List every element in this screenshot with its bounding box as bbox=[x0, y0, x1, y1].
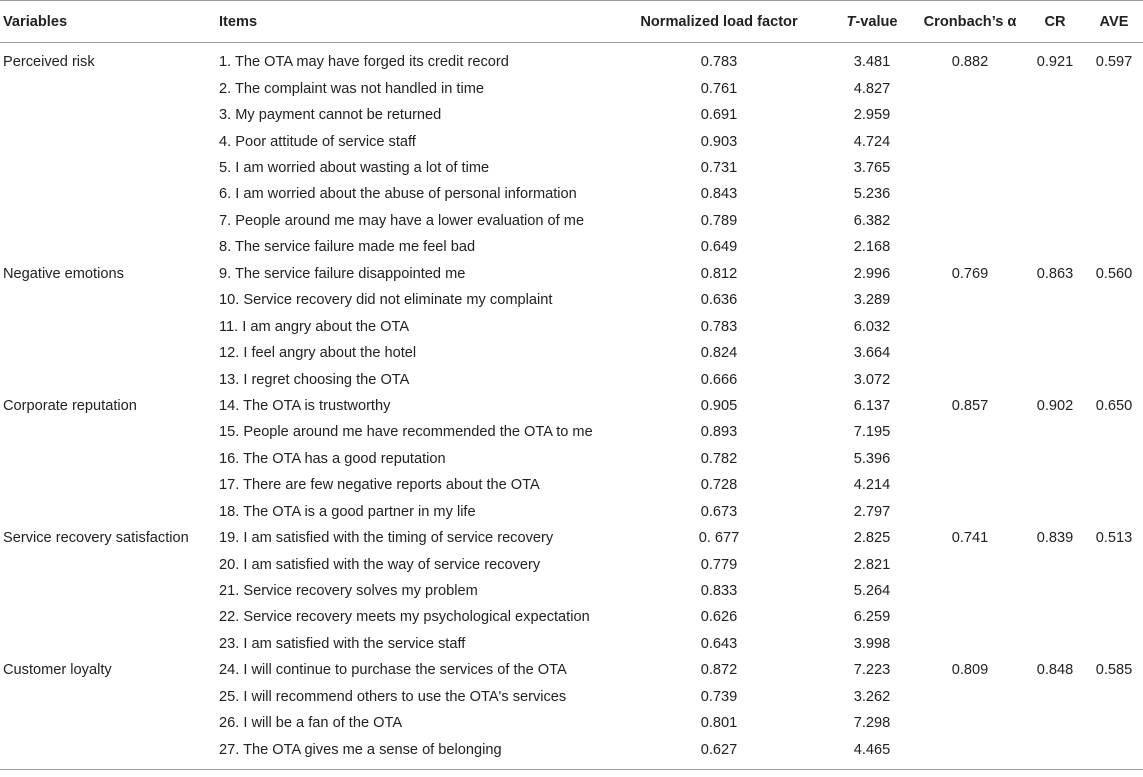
cell-load-factor: 0.812 bbox=[700, 265, 738, 282]
table-row bbox=[0, 419, 1143, 445]
cell-variable bbox=[0, 604, 219, 630]
cell-item: 15. People around me have recommended the OTA to me bbox=[219, 424, 593, 441]
cell-load-factor: 0.673 bbox=[700, 503, 738, 520]
cell-ave bbox=[1085, 551, 1143, 577]
cell-t-value: 6.032 bbox=[853, 318, 891, 335]
cell-variable bbox=[0, 710, 219, 736]
cell-variable: Service recovery satisfaction bbox=[3, 530, 189, 547]
cell-load-factor: 0.789 bbox=[700, 212, 738, 229]
table-row bbox=[0, 43, 1143, 76]
cell-cronbach-alpha bbox=[915, 604, 1025, 630]
cell-item: 17. There are few negative reports about the OTA bbox=[219, 477, 540, 494]
cell-t-value: 3.765 bbox=[853, 160, 891, 177]
cell-cr bbox=[1025, 736, 1085, 769]
cell-item: 19. I am satisfied with the timing of service recovery bbox=[219, 530, 554, 547]
header-items: Items bbox=[219, 1, 609, 43]
cell-cronbach-alpha bbox=[915, 446, 1025, 472]
cell-load-factor: 0.893 bbox=[700, 424, 738, 441]
cell-load-factor: 0.666 bbox=[700, 371, 738, 388]
cell-load-factor: 0.905 bbox=[700, 397, 738, 414]
cell-item: 8. The service failure made me feel bad bbox=[219, 239, 476, 256]
cell-ave bbox=[1085, 340, 1143, 366]
cell-cronbach-alpha bbox=[915, 736, 1025, 769]
cell-variable bbox=[0, 684, 219, 710]
cell-variable bbox=[0, 499, 219, 525]
cell-ave: 0.585 bbox=[1095, 662, 1133, 679]
cell-cr bbox=[1025, 102, 1085, 128]
cell-ave bbox=[1085, 76, 1143, 102]
cell-load-factor: 0.728 bbox=[700, 477, 738, 494]
cell-variable bbox=[0, 208, 219, 234]
cell-cronbach-alpha bbox=[915, 76, 1025, 102]
cell-item: 18. The OTA is a good partner in my life bbox=[219, 503, 476, 520]
cell-load-factor: 0.731 bbox=[700, 160, 738, 177]
cell-variable bbox=[0, 578, 219, 604]
cell-t-value: 2.959 bbox=[853, 107, 891, 124]
cell-item: 21. Service recovery solves my problem bbox=[219, 583, 478, 600]
cell-cr bbox=[1025, 313, 1085, 339]
cell-ave: 0.513 bbox=[1095, 530, 1133, 547]
cell-load-factor: 0.739 bbox=[700, 688, 738, 705]
cell-variable bbox=[0, 631, 219, 657]
cell-cronbach-alpha: 0.769 bbox=[951, 265, 989, 282]
cell-item: 3. My payment cannot be returned bbox=[219, 107, 442, 124]
table-row bbox=[0, 631, 1143, 657]
cell-item: 27. The OTA gives me a sense of belonging bbox=[219, 736, 609, 769]
cell-ave bbox=[1085, 181, 1143, 207]
cell-item: 1. The OTA may have forged its credit record bbox=[219, 54, 509, 71]
header-variables: Variables bbox=[0, 1, 219, 43]
cell-cr bbox=[1025, 684, 1085, 710]
cell-t-value: 2.825 bbox=[853, 530, 891, 547]
cell-variable: Negative emotions bbox=[3, 265, 124, 282]
cell-variable bbox=[0, 76, 219, 102]
cell-variable bbox=[0, 287, 219, 313]
cell-cr bbox=[1025, 631, 1085, 657]
cell-cr: 0.848 bbox=[1036, 662, 1074, 679]
cell-cronbach-alpha: 0.857 bbox=[951, 397, 989, 414]
header-cronbach-alpha: Cronbach’s α bbox=[915, 1, 1025, 43]
cell-t-value: 3.481 bbox=[853, 54, 891, 71]
cell-item: 22. Service recovery meets my psychological expectation bbox=[219, 609, 590, 626]
table-row bbox=[0, 313, 1143, 339]
cell-variable bbox=[0, 313, 219, 339]
cell-cr bbox=[1025, 208, 1085, 234]
cell-cronbach-alpha bbox=[915, 684, 1025, 710]
cell-item: 10. Service recovery did not eliminate my complaint bbox=[219, 292, 553, 309]
cell-ave bbox=[1085, 287, 1143, 313]
cell-variable bbox=[0, 419, 219, 445]
cell-load-factor: 0.761 bbox=[700, 80, 738, 97]
table-row bbox=[0, 578, 1143, 604]
cell-ave: 0.650 bbox=[1095, 397, 1133, 414]
table-row bbox=[0, 128, 1143, 154]
cell-item: 5. I am worried about wasting a lot of time bbox=[219, 160, 490, 177]
cell-cr bbox=[1025, 472, 1085, 498]
table-row bbox=[0, 551, 1143, 577]
table-row bbox=[0, 366, 1143, 392]
cell-cr bbox=[1025, 366, 1085, 392]
table-row bbox=[0, 657, 1143, 683]
cell-item: 2. The complaint was not handled in time bbox=[219, 80, 485, 97]
cell-load-factor: 0.833 bbox=[700, 583, 738, 600]
cell-load-factor: 0.627 bbox=[609, 736, 829, 769]
table-row bbox=[0, 261, 1143, 287]
cell-ave: 0.560 bbox=[1095, 265, 1133, 282]
cell-load-factor: 0.824 bbox=[700, 345, 738, 362]
cell-ave bbox=[1085, 684, 1143, 710]
cell-ave bbox=[1085, 234, 1143, 260]
table-row bbox=[0, 446, 1143, 472]
table-row bbox=[0, 393, 1143, 419]
cell-cronbach-alpha bbox=[915, 340, 1025, 366]
cell-variable bbox=[0, 181, 219, 207]
cell-t-value: 5.264 bbox=[853, 583, 891, 600]
cell-cr: 0.839 bbox=[1036, 530, 1074, 547]
table-row bbox=[0, 472, 1143, 498]
cell-load-factor: 0.783 bbox=[700, 318, 738, 335]
cell-item: 25. I will recommend others to use the OTA's services bbox=[219, 688, 567, 705]
cell-item: 16. The OTA has a good reputation bbox=[219, 450, 446, 467]
table-row bbox=[0, 684, 1143, 710]
cell-cr: 0.863 bbox=[1036, 265, 1074, 282]
cell-t-value: 2.996 bbox=[853, 265, 891, 282]
cell-variable bbox=[0, 234, 219, 260]
cell-variable bbox=[0, 155, 219, 181]
cell-t-value: 7.223 bbox=[853, 662, 891, 679]
cell-cr bbox=[1025, 604, 1085, 630]
cell-t-value: 3.072 bbox=[853, 371, 891, 388]
cell-load-factor: 0.872 bbox=[700, 662, 738, 679]
header-t-suffix: -value bbox=[855, 13, 898, 30]
cell-item: 6. I am worried about the abuse of personal information bbox=[219, 186, 577, 203]
cell-cr: 0.921 bbox=[1036, 54, 1074, 71]
cell-load-factor: 0.843 bbox=[700, 186, 738, 203]
cell-ave bbox=[1085, 604, 1143, 630]
cell-cronbach-alpha: 0.809 bbox=[951, 662, 989, 679]
cell-cronbach-alpha bbox=[915, 181, 1025, 207]
table-row bbox=[0, 499, 1143, 525]
cell-t-value: 4.214 bbox=[853, 477, 891, 494]
header-load-factor: Normalized load factor bbox=[609, 1, 829, 43]
cell-t-value: 6.259 bbox=[853, 609, 891, 626]
cell-ave bbox=[1085, 128, 1143, 154]
cell-cr bbox=[1025, 419, 1085, 445]
cell-t-value: 2.821 bbox=[853, 556, 891, 573]
cell-cronbach-alpha bbox=[915, 102, 1025, 128]
cell-ave bbox=[1085, 155, 1143, 181]
cell-cr bbox=[1025, 446, 1085, 472]
cell-ave bbox=[1085, 710, 1143, 736]
cell-item: 13. I regret choosing the OTA bbox=[219, 371, 410, 388]
cell-t-value: 4.724 bbox=[853, 133, 891, 150]
cell-ave bbox=[1085, 102, 1143, 128]
cell-t-value: 2.168 bbox=[853, 239, 891, 256]
cell-cr bbox=[1025, 155, 1085, 181]
cell-ave bbox=[1085, 313, 1143, 339]
cell-cr bbox=[1025, 234, 1085, 260]
cell-item: 9. The service failure disappointed me bbox=[219, 265, 466, 282]
cell-variable bbox=[0, 736, 219, 769]
cell-cr bbox=[1025, 76, 1085, 102]
table-row bbox=[0, 736, 1143, 769]
cell-item: 11. I am angry about the OTA bbox=[219, 318, 410, 335]
cell-load-factor: 0.783 bbox=[700, 54, 738, 71]
header-ave: AVE bbox=[1085, 1, 1143, 43]
cell-load-factor: 0.779 bbox=[700, 556, 738, 573]
cell-variable bbox=[0, 128, 219, 154]
cell-ave bbox=[1085, 419, 1143, 445]
cell-ave bbox=[1085, 366, 1143, 392]
cell-t-value: 4.465 bbox=[829, 736, 915, 769]
cell-cr bbox=[1025, 578, 1085, 604]
cell-variable: Corporate reputation bbox=[3, 397, 137, 414]
cell-cr bbox=[1025, 551, 1085, 577]
cell-item: 24. I will continue to purchase the services of the OTA bbox=[219, 662, 567, 679]
cell-cronbach-alpha bbox=[915, 419, 1025, 445]
cell-load-factor: 0.782 bbox=[700, 450, 738, 467]
cell-t-value: 2.797 bbox=[853, 503, 891, 520]
cell-t-value: 5.396 bbox=[853, 450, 891, 467]
cell-t-value: 6.137 bbox=[853, 397, 891, 414]
cell-t-value: 5.236 bbox=[853, 186, 891, 203]
cell-item: 14. The OTA is trustworthy bbox=[219, 397, 391, 414]
cell-item: 26. I will be a fan of the OTA bbox=[219, 715, 403, 732]
table-row bbox=[0, 181, 1143, 207]
table-row bbox=[0, 208, 1143, 234]
cell-cronbach-alpha: 0.741 bbox=[951, 530, 989, 547]
cell-t-value: 6.382 bbox=[853, 212, 891, 229]
cell-t-value: 7.298 bbox=[853, 715, 891, 732]
cell-variable bbox=[0, 551, 219, 577]
cell-ave bbox=[1085, 208, 1143, 234]
cell-cr bbox=[1025, 287, 1085, 313]
cell-cr bbox=[1025, 710, 1085, 736]
cell-t-value: 3.998 bbox=[853, 635, 891, 652]
cell-cronbach-alpha bbox=[915, 499, 1025, 525]
cell-cr bbox=[1025, 499, 1085, 525]
cell-cronbach-alpha bbox=[915, 631, 1025, 657]
header-t-letter: T bbox=[846, 13, 856, 30]
cell-ave: 0.597 bbox=[1095, 54, 1133, 71]
cell-cronbach-alpha: 0.882 bbox=[951, 54, 989, 71]
cell-t-value: 3.664 bbox=[853, 345, 891, 362]
table-row bbox=[0, 155, 1143, 181]
cell-cronbach-alpha bbox=[915, 366, 1025, 392]
cell-ave bbox=[1085, 631, 1143, 657]
cell-t-value: 3.262 bbox=[853, 688, 891, 705]
cell-variable: Customer loyalty bbox=[3, 662, 112, 679]
cell-ave bbox=[1085, 578, 1143, 604]
cell-ave bbox=[1085, 472, 1143, 498]
cell-item: 4. Poor attitude of service staff bbox=[219, 133, 416, 150]
table-row bbox=[0, 340, 1143, 366]
cell-cronbach-alpha bbox=[915, 313, 1025, 339]
header-t-value bbox=[829, 1, 915, 43]
cell-cronbach-alpha bbox=[915, 155, 1025, 181]
cell-item: 23. I am satisfied with the service staff bbox=[219, 635, 466, 652]
table-body bbox=[0, 43, 1143, 770]
table-row bbox=[0, 102, 1143, 128]
cell-cronbach-alpha bbox=[915, 234, 1025, 260]
table-row bbox=[0, 287, 1143, 313]
cell-t-value: 3.289 bbox=[853, 292, 891, 309]
cell-load-factor: 0.691 bbox=[700, 107, 738, 124]
cell-cronbach-alpha bbox=[915, 710, 1025, 736]
cell-load-factor: 0.643 bbox=[700, 635, 738, 652]
cell-cronbach-alpha bbox=[915, 208, 1025, 234]
table-row bbox=[0, 525, 1143, 551]
cell-variable bbox=[0, 446, 219, 472]
cell-cr bbox=[1025, 340, 1085, 366]
cell-variable bbox=[0, 472, 219, 498]
cell-ave bbox=[1085, 446, 1143, 472]
table-row bbox=[0, 76, 1143, 102]
cell-load-factor: 0.649 bbox=[700, 239, 738, 256]
cell-item: 12. I feel angry about the hotel bbox=[219, 345, 417, 362]
cell-item: 20. I am satisfied with the way of service recovery bbox=[219, 556, 541, 573]
cell-variable bbox=[0, 340, 219, 366]
table-row bbox=[0, 710, 1143, 736]
table-row bbox=[0, 604, 1143, 630]
cell-load-factor: 0.636 bbox=[700, 292, 738, 309]
cell-load-factor: 0.903 bbox=[700, 133, 738, 150]
cell-variable bbox=[0, 366, 219, 392]
cell-cr bbox=[1025, 128, 1085, 154]
cell-ave bbox=[1085, 736, 1143, 769]
cell-load-factor: 0.626 bbox=[700, 609, 738, 626]
cell-load-factor: 0. 677 bbox=[698, 530, 740, 547]
table-row bbox=[0, 234, 1143, 260]
cell-cronbach-alpha bbox=[915, 578, 1025, 604]
cell-cronbach-alpha bbox=[915, 128, 1025, 154]
cell-ave bbox=[1085, 499, 1143, 525]
cell-load-factor: 0.801 bbox=[700, 715, 738, 732]
cell-cr: 0.902 bbox=[1036, 397, 1074, 414]
cell-cronbach-alpha bbox=[915, 472, 1025, 498]
header-cr: CR bbox=[1025, 1, 1085, 43]
cell-variable: Perceived risk bbox=[3, 54, 95, 71]
cell-cronbach-alpha bbox=[915, 287, 1025, 313]
cell-cr bbox=[1025, 181, 1085, 207]
cell-variable bbox=[0, 102, 219, 128]
cell-cronbach-alpha bbox=[915, 551, 1025, 577]
cell-t-value: 7.195 bbox=[853, 424, 891, 441]
cell-t-value: 4.827 bbox=[853, 80, 891, 97]
header-row bbox=[0, 1, 1143, 43]
cell-item: 7. People around me may have a lower evaluation of me bbox=[219, 212, 585, 229]
